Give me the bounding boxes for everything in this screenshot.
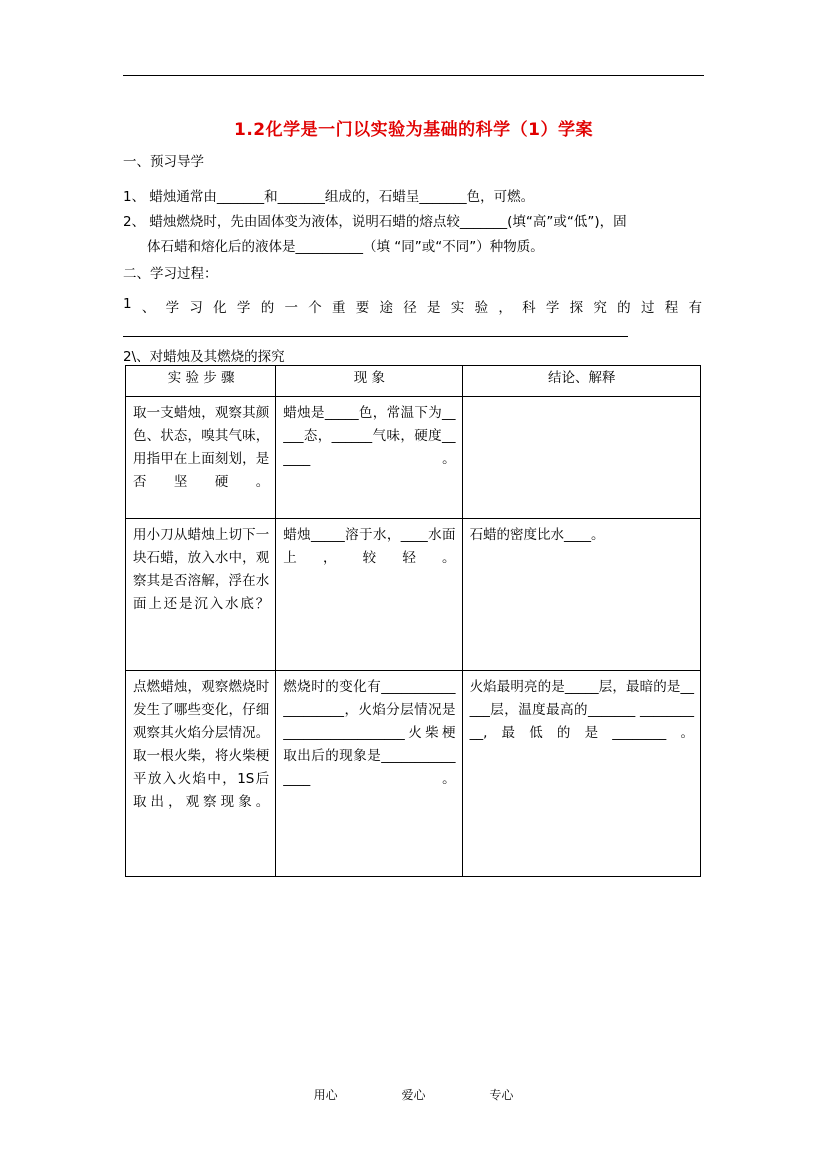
answer-blank-line xyxy=(123,336,628,337)
header-phenomenon: 现 象 xyxy=(276,366,462,397)
table-row xyxy=(126,519,701,671)
header-conclusion: 结论、解释 xyxy=(462,366,700,397)
cell-phenomenon: 蜡烛_____溶于水，____水面上，较轻。 xyxy=(276,519,462,671)
cell-conclusion xyxy=(462,397,700,519)
question-2-line2: 体石蜡和熔化后的液体是__________（填 “同”或“不同”）种物质。 xyxy=(147,239,544,255)
cell-conclusion: 火焰最明亮的是_____层，最暗的是_____层，温度最高的_______ __________,最低的是________。 xyxy=(462,671,700,877)
cell-step: 取一支蜡烛，观察其颜色、状态，嗅其气味，用指甲在上面刻划，是否坚硬。 xyxy=(126,397,276,519)
table-header-row xyxy=(126,366,701,397)
header-rule xyxy=(123,75,704,76)
section-preview-heading: 一、预习导学 xyxy=(123,154,204,170)
page-title: 1.2化学是一门以实验为基础的科学（1）学案 xyxy=(234,120,593,140)
footer-word: 专心 xyxy=(489,1088,514,1102)
process-question-2: 2\、对蜡烛及其燃烧的探究 xyxy=(123,349,285,365)
question-1: 1、 蜡烛通常由_______和_______组成的，石蜡呈_______色，可燃。 xyxy=(123,189,535,205)
question-2-line1: 2、 蜡烛燃烧时，先由固体变为液体，说明石蜡的熔点较_______(填“高”或“低”)，固 xyxy=(123,214,627,230)
section-process-heading: 二、学习过程： xyxy=(123,266,218,282)
footer-word: 用心 xyxy=(313,1088,338,1102)
cell-step: 点燃蜡烛，观察燃烧时发生了哪些变化，仔细观察其火焰分层情况。取一根火柴，将火柴梗平放入火焰中，1S后取出，观察现象。 xyxy=(126,671,276,877)
footer-word: 爱心 xyxy=(401,1088,426,1102)
experiment-table xyxy=(125,365,701,877)
cell-step: 用小刀从蜡烛上切下一块石蜡，放入水中，观察其是否溶解，浮在水面上还是沉入水底？ xyxy=(126,519,276,671)
cell-phenomenon: 燃烧时的变化有____________________，火焰分层情况是__________________火柴梗取出后的现象是_______________。 xyxy=(276,671,462,877)
table-row xyxy=(126,671,701,877)
process-question-1: 1 、 学 习 化 学 的 一 个 重 要 途 径 是 实 验 ， 科 学 探 究 的 过 程 有 xyxy=(123,296,702,316)
page-footer xyxy=(0,1086,827,1103)
cell-phenomenon: 蜡烛是_____色，常温下为_____态，______气味，硬度______。 xyxy=(276,397,462,519)
header-steps: 实 验 步 骤 xyxy=(126,366,276,397)
table-row xyxy=(126,397,701,519)
cell-conclusion: 石蜡的密度比水____。 xyxy=(462,519,700,671)
